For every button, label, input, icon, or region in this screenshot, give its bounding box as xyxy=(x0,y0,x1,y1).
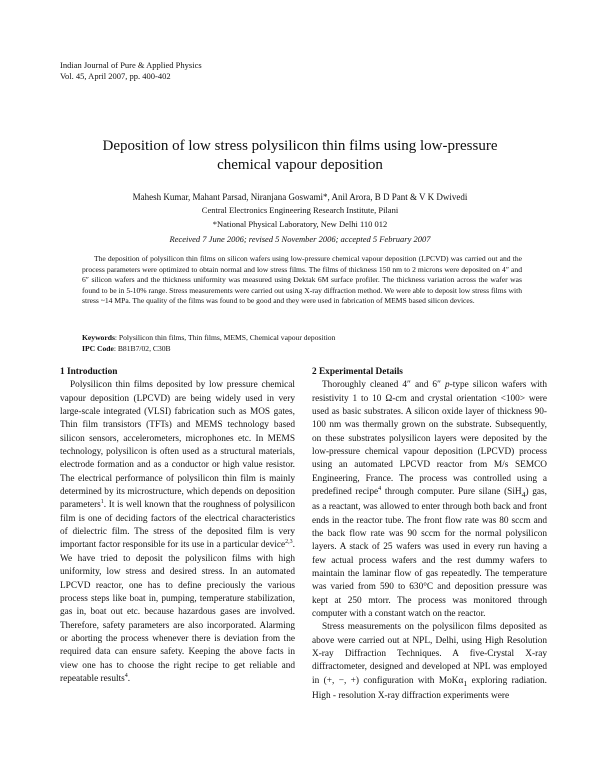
column-right xyxy=(312,366,547,703)
exp-text-b: -type silicon wafers with resistivity 1 to 10 Ω-cm and crystal orientation <100> were used as basic substrates. A silicon oxide layer of thickness 90-100 nm was thermally grown on the substrate. Subsequently, on these substrates polysilicon layers were deposited by the low-pressure chemical vapour deposition (LPCVD) process using an automated LPCVD reactor from M/s SEMCO Engineering, France. The process was controlled using a predefined recipe xyxy=(312,380,547,498)
affiliation-2: *National Physical Laboratory, New Delhi 110 012 xyxy=(212,219,388,229)
ref-4: 4 xyxy=(124,672,128,679)
title-line-1: Deposition of low stress polysilicon thin films using low-pressure xyxy=(102,138,498,154)
affiliation-1: Central Electronics Engineering Research Institute, Pilani xyxy=(201,205,399,215)
keywords-line xyxy=(82,333,522,344)
journal-header xyxy=(60,60,202,82)
journal-volume: Vol. 45, April 2007, pp. 400-402 xyxy=(60,71,171,81)
intro-text-c: . We have tried to deposit the polysilicon films with high uniformity, low stress and desired stress. In an automated LPCVD reactor, one has to define preciously the various process steps like boat in, pumping, temperature stabilization, gas in, boat out etc. because hazardous gases are involved. Therefore, safety parameters are also incorporated. Alarming or aborting the process whenever there is deviation from the required data can ensure safety. Keeping the above facts in view one has to choose the right recipe to get reliable and repeatable results xyxy=(60,540,295,684)
exp-text-d: ) gas, as a reactant, was allowed to enter through both back and front ends in the reactor tube. The front flow rate was 80 sccm and the back flow rate was 90 sccm for the normal polysilicon layers. A stack of 25 wafers was used in every run having a few actual process wafers and the rest dummy wafers to maintain the laminar flow of gas repeatedly. The temperature was varied from 590 to 630°C and deposition pressure was kept at 250 mtorr. The process was monitored through computer with a constant watch on the reactor. xyxy=(312,487,548,620)
intro-text-d: . xyxy=(127,673,131,684)
received-dates: Received 7 June 2006; revised 5 November 2006; accepted 5 February 2007 xyxy=(169,234,431,244)
ipc-label: IPC Code xyxy=(82,343,114,353)
exp-text-e: Stress measurements on the polysilicon films deposited as above were carried out at NPL, Delhi, using High Resolution X-ray Diffraction Techniques. A five-Crystal X-ray diffractometer, designed and developed at NPL was employed in (+, −, +) configuration with MoKα xyxy=(312,622,547,686)
experimental-paragraph-1 xyxy=(312,379,547,621)
exp-text-a: Thoroughly cleaned 4″ and 6″ xyxy=(322,380,445,391)
keywords-label: Keywords xyxy=(82,333,115,342)
abstract: The deposition of polysilicon thin films on silicon wafers using low-pressure chemical vapour deposition (LPCVD) was carried out and the process parameters were optimized to obtain normal and low stress films. The films of thickness 150 nm to 2 microns were deposited on 4″ and 6″ silicon wafers and the thickness uniformity was measured using Dektak 6M surface profiler. The thickness variation across the wafer was found to be in 5-10% range. Stress measurements were carried out using X-ray diffraction method. We were able to deposit low stress films with stress ~14 MPa. The quality of the films was found to be good and they were used in fabrication of MEMS based silicon devices. xyxy=(82,254,522,305)
journal-name: Indian Journal of Pure & Applied Physics xyxy=(60,60,202,70)
ipc-line xyxy=(82,344,522,355)
intro-text-a: Polysilicon thin films deposited by low pressure chemical vapour deposition (LPCVD) are being widely used in very large-scale integrated (VLSI) fabrication such as MOS gates, Thin film transistors (TFTs) and MEMS technology based silicon sensors, accelerometers, microphones etc. In MEMS technology, polysilicon is often used as a structural materials, electrode formation and as a conductor or high value resistor. The electrical performance of polysilicon thin film is mainly determined by its microstructure, which depends on deposition parameters xyxy=(60,380,295,511)
mok-subscript: 1 xyxy=(463,678,468,688)
ref-2-3: 2,3 xyxy=(285,539,293,546)
ref-4-right: 4 xyxy=(378,486,382,493)
experimental-paragraph-2 xyxy=(312,621,547,703)
intro-text-b: . It is well known that the roughness of polysilicon film is one of deciding factors of the electrical characteristics of dielectric film. The stress of the deposited film is very important factor responsible for its use in a particular device xyxy=(60,500,295,551)
title-line-2: chemical vapour deposition xyxy=(217,157,383,173)
paper-title xyxy=(60,137,540,175)
keywords-text: : Polysilicon thin films, Thin films, MEMS, Chemical vapour deposition xyxy=(114,333,336,342)
silane-subscript: 4 xyxy=(521,489,526,499)
column-left xyxy=(60,366,295,686)
author-list: Mahesh Kumar, Mahant Parsad, Niranjana Goswami*, Anil Arora, B D Pant & V K Dwivedi xyxy=(132,192,468,202)
ipc-text: : B81B7/02, C30B xyxy=(113,343,171,353)
introduction-heading: 1 Introduction xyxy=(60,367,118,377)
experimental-heading: 2 Experimental Details xyxy=(312,367,403,377)
introduction-paragraph xyxy=(60,379,295,686)
p-type-italic: p xyxy=(445,380,450,391)
exp-text-c: through computer. Pure silane (SiH xyxy=(381,487,522,498)
ref-1: 1 xyxy=(100,499,104,506)
keywords-block xyxy=(82,333,522,354)
exp-text-f: exploring radiation. High - resolution X-ray diffraction experiments were xyxy=(312,675,548,701)
